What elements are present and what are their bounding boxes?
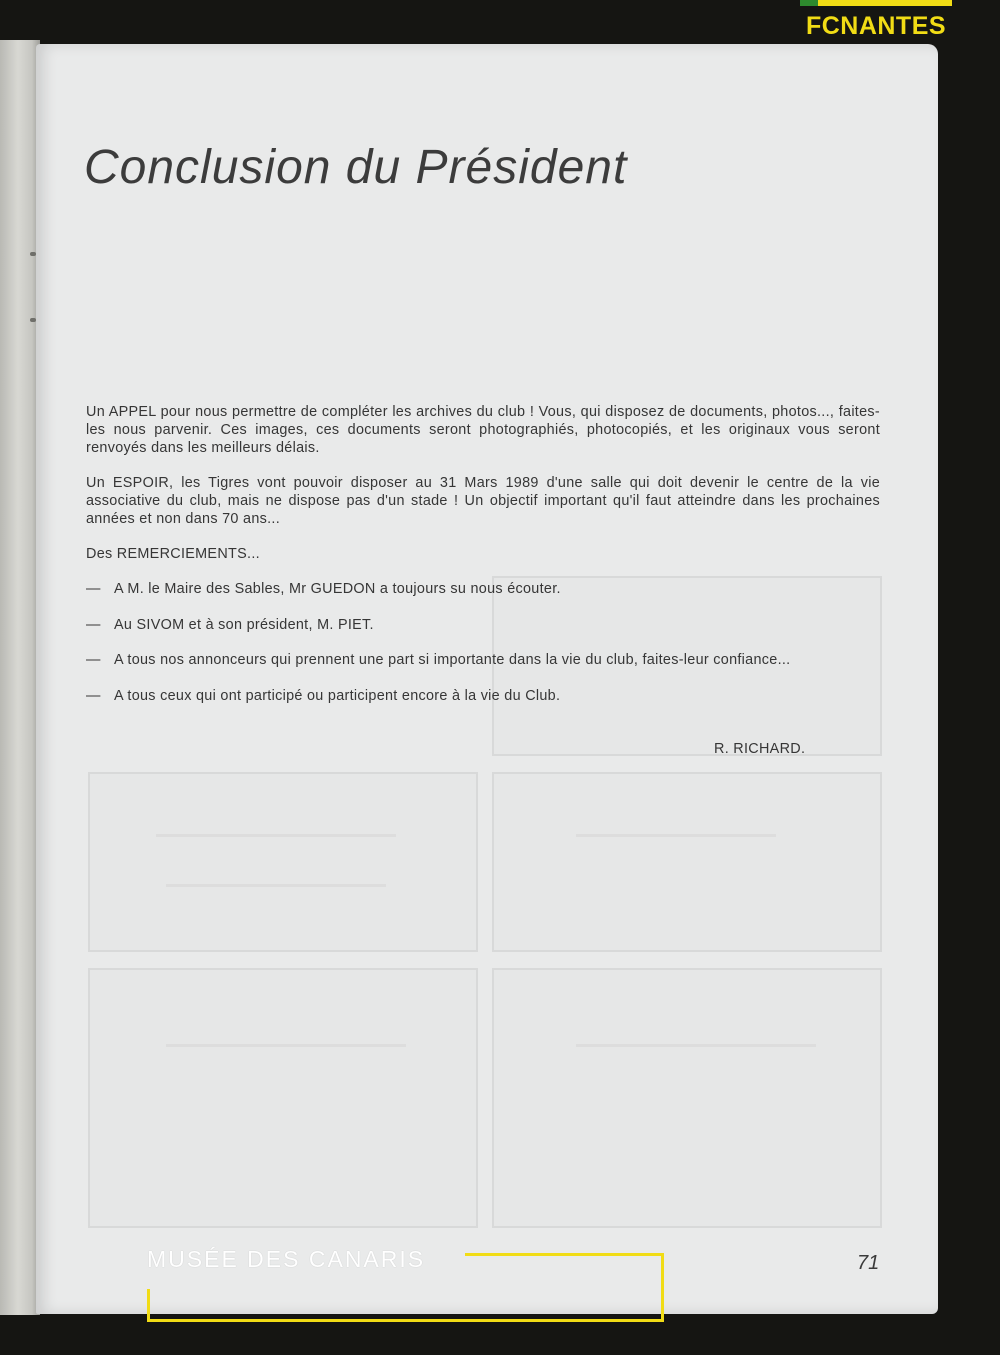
- thanks-heading: Des REMERCIEMENTS...: [86, 546, 260, 562]
- binding-staple: [30, 318, 36, 322]
- show-through-ad: [492, 772, 882, 952]
- show-through-ad: [88, 772, 478, 952]
- binding-staple: [30, 252, 36, 256]
- article-body: [86, 403, 880, 722]
- signature: R. RICHARD.: [714, 741, 806, 757]
- list-item: — A M. le Maire des Sables, Mr GUEDON a toujours su nous écouter.: [86, 581, 561, 597]
- list-item: — A tous nos annonceurs qui prennent une part si importante dans la vie du club, faites-leur confiance...: [86, 652, 791, 668]
- thanks-list: [86, 580, 880, 705]
- page-title: Conclusion du Président: [84, 141, 628, 194]
- appeal-paragraph: Un APPEL pour nous permettre de compléter les archives du club ! Vous, qui disposez de documents, photos..., faites-les nous parvenir. Ces images, ces documents seront photographiés, photocopiés, et les originaux vous seront renvoyés dans les meilleurs délais.: [86, 404, 880, 456]
- fcnantes-logo: [800, 0, 952, 42]
- brand-name: FCNANTES: [805, 12, 947, 40]
- list-item: — Au SIVOM et à son président, M. PIET.: [86, 616, 374, 633]
- hope-paragraph: Un ESPOIR, les Tigres vont pouvoir disposer au 31 Mars 1989 d'une salle qui doit devenir le centre de la vie associative du club, mais ne dispose pas d'un stade ! Un objectif important qu'il faut atteindre dans les prochaines années et non dans 70 ans...: [86, 475, 880, 527]
- page-number: 71: [857, 1252, 880, 1274]
- museum-label: MUSÉE DES CANARIS: [147, 1246, 426, 1272]
- brand-stripe: [800, 0, 952, 6]
- show-through-ad: [88, 968, 478, 1228]
- museum-frame: [147, 1289, 150, 1322]
- list-item: — A tous ceux qui ont participé ou participent encore à la vie du Club.: [86, 687, 561, 704]
- previous-page-edge: [0, 40, 40, 1315]
- show-through-ad: [492, 968, 882, 1228]
